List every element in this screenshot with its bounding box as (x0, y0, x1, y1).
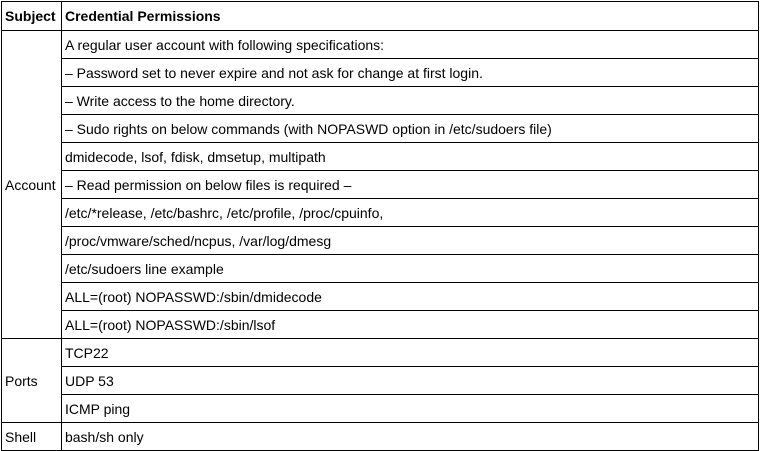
table-row (2, 59, 759, 87)
table-row (2, 311, 759, 339)
permission-cell: – Read permission on below files is required – (61, 171, 758, 199)
credential-permissions-table (1, 1, 759, 451)
table-body (2, 31, 759, 451)
subject-cell-ports: Ports (2, 339, 62, 423)
table-row (2, 283, 759, 311)
permissions-column-header: Credential Permissions (61, 2, 758, 31)
table-row (2, 199, 759, 227)
table-row (2, 255, 759, 283)
subject-cell-shell: Shell (2, 423, 62, 451)
permission-cell: bash/sh only (61, 423, 758, 451)
permission-cell: /etc/sudoers line example (61, 255, 758, 283)
table-row (2, 367, 759, 395)
table-row (2, 227, 759, 255)
subject-column-header: Subject (2, 2, 62, 31)
table-row (2, 143, 759, 171)
permission-cell: ALL=(root) NOPASSWD:/sbin/lsof (61, 311, 758, 339)
table-row (2, 423, 759, 451)
permission-cell: – Sudo rights on below commands (with NOPASWD option in /etc/sudoers file) (61, 115, 758, 143)
permission-cell: TCP22 (61, 339, 758, 367)
permission-cell: – Write access to the home directory. (61, 87, 758, 115)
permission-cell: UDP 53 (61, 367, 758, 395)
permission-cell: /etc/*release, /etc/bashrc, /etc/profile, /proc/cpuinfo, (61, 199, 758, 227)
permission-cell: – Password set to never expire and not ask for change at first login. (61, 59, 758, 87)
table-row (2, 115, 759, 143)
table-row (2, 339, 759, 367)
table-row (2, 31, 759, 59)
permission-cell: /proc/vmware/sched/ncpus, /var/log/dmesg (61, 227, 758, 255)
table-row (2, 87, 759, 115)
permission-cell: dmidecode, lsof, fdisk, dmsetup, multipath (61, 143, 758, 171)
table-row (2, 171, 759, 199)
permission-cell: ICMP ping (61, 395, 758, 423)
permission-cell: A regular user account with following specifications: (61, 31, 758, 59)
permission-cell: ALL=(root) NOPASSWD:/sbin/dmidecode (61, 283, 758, 311)
table-row (2, 395, 759, 423)
subject-cell-account: Account (2, 31, 62, 339)
table-header-row (2, 2, 759, 31)
